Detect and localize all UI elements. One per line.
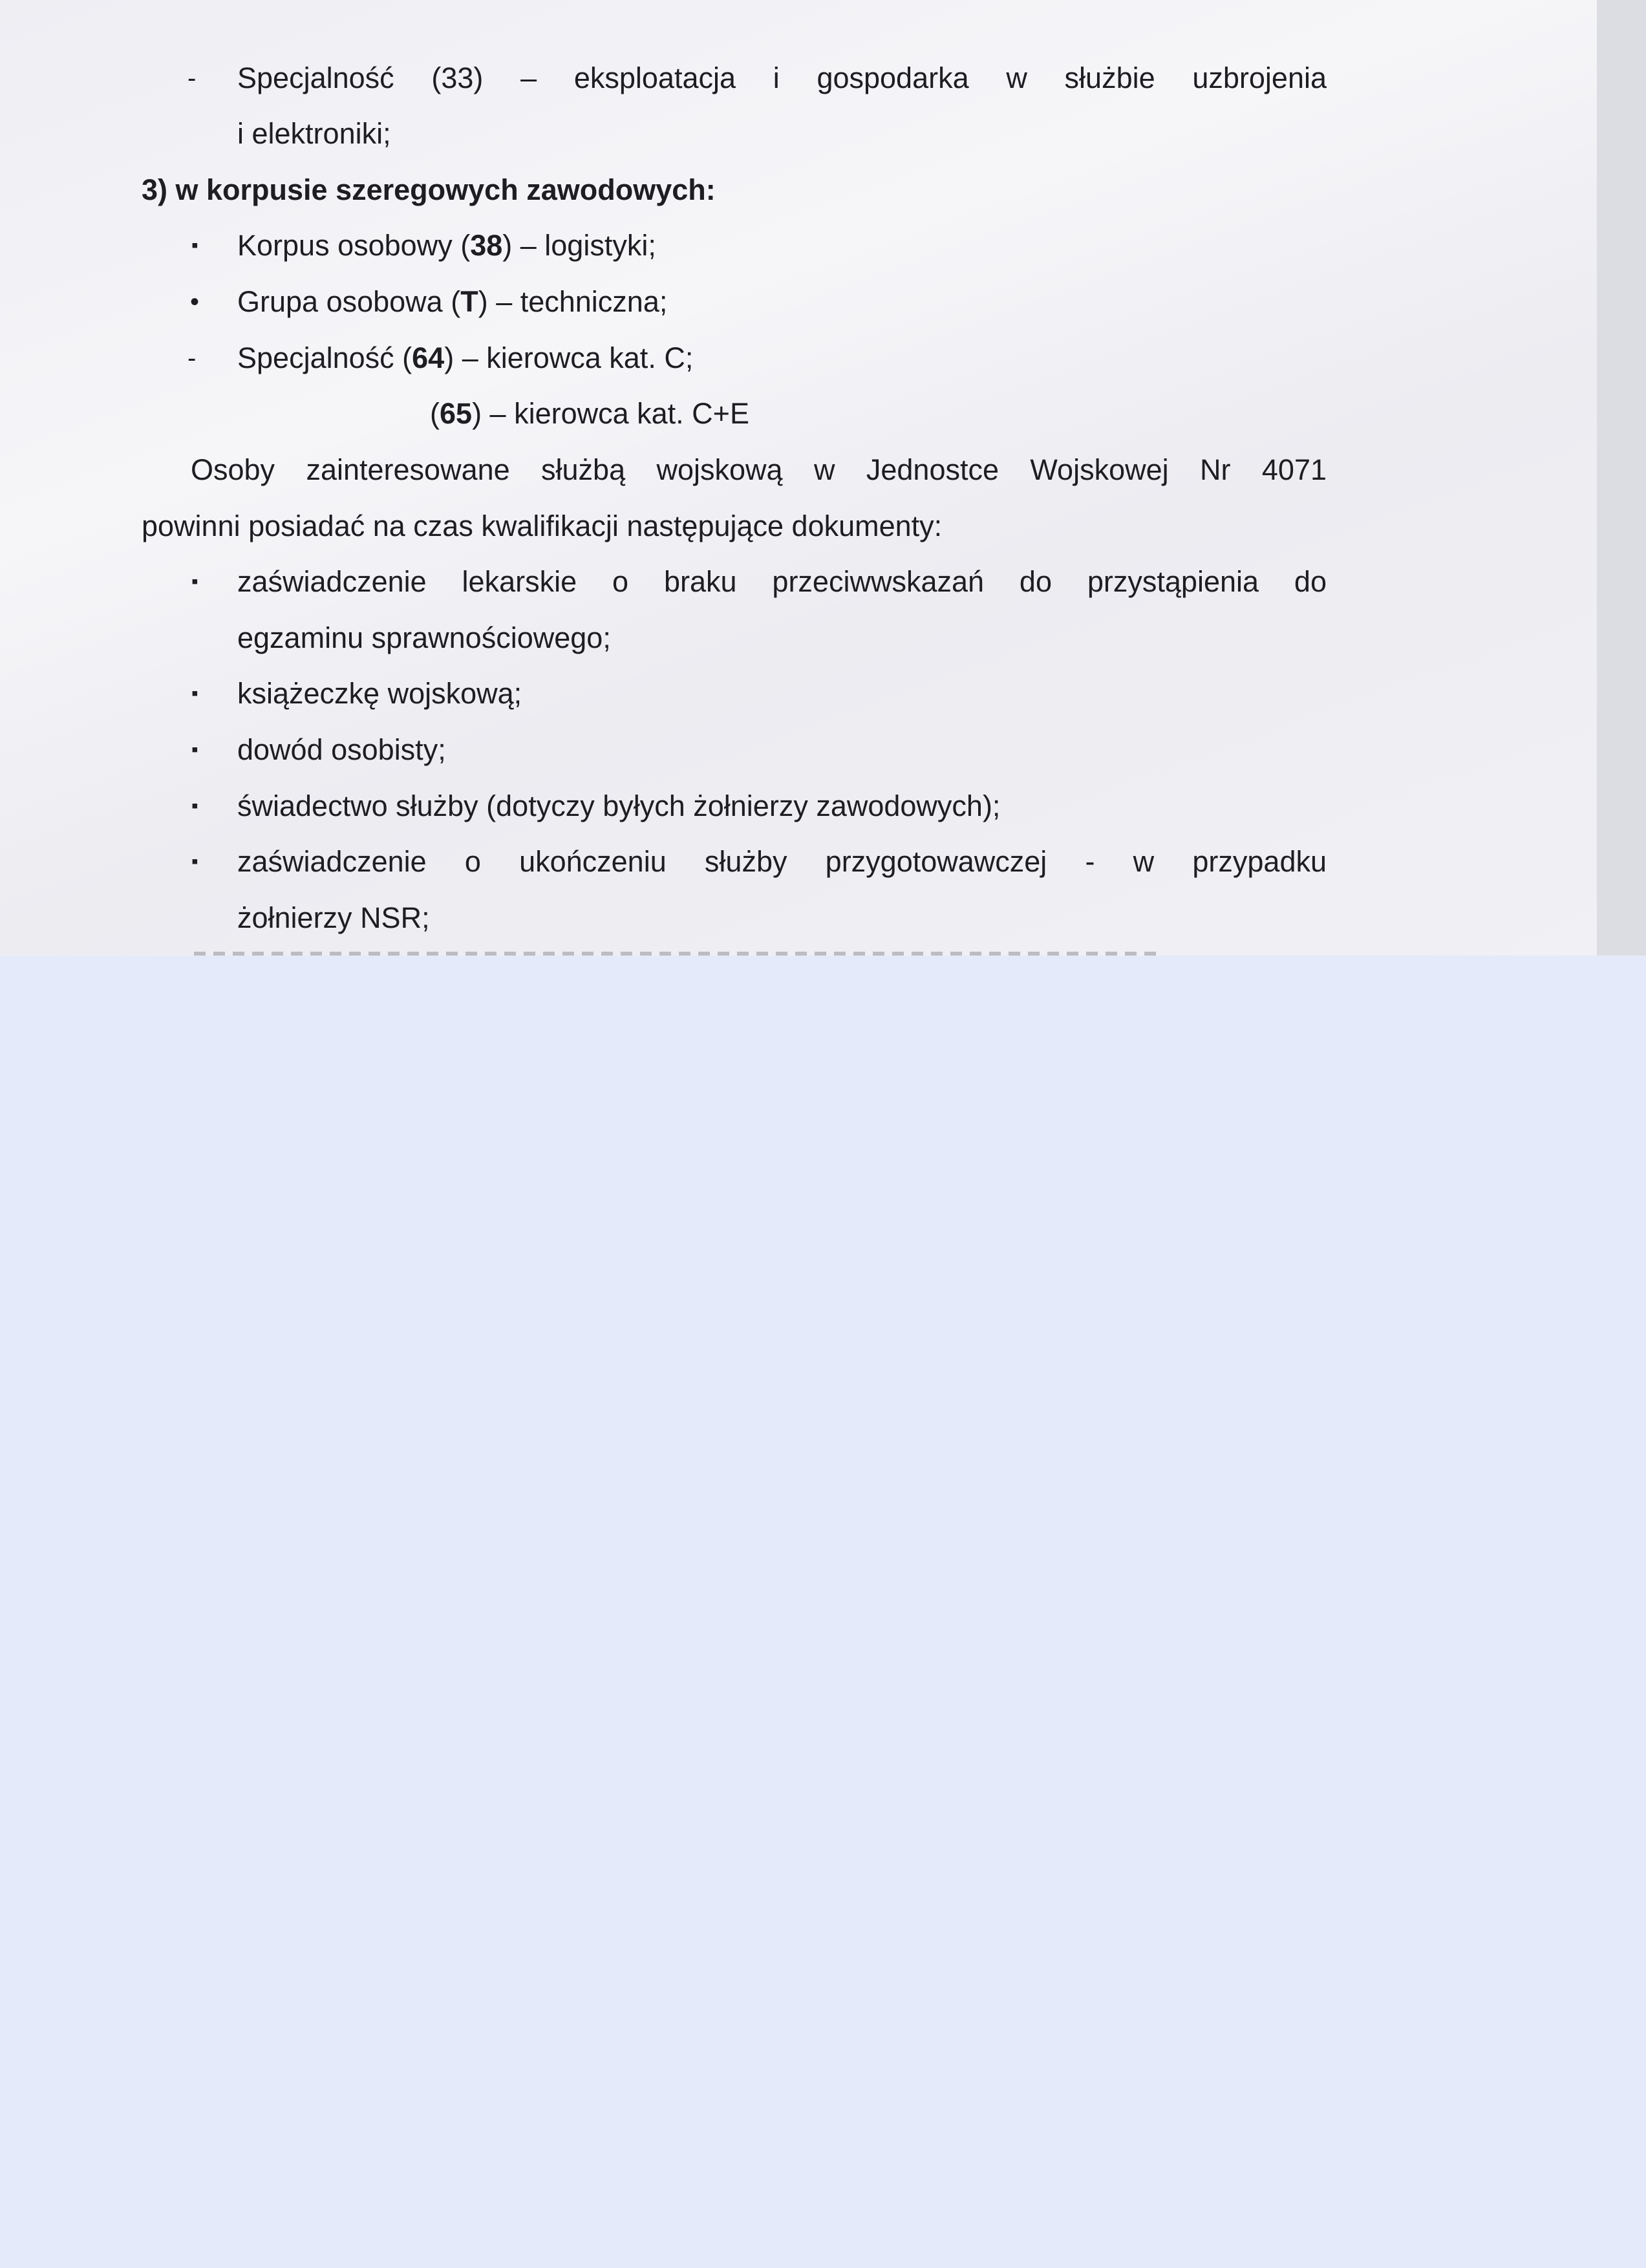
list-item-medical: zaświadczenie lekarskie o braku przeciwwskazań do przystąpienia do xyxy=(237,565,1327,598)
dash-marker: - xyxy=(187,344,197,372)
list-item-continuation: żołnierzy NSR; xyxy=(237,901,430,934)
square-bullet-icon: ▪ xyxy=(191,739,198,760)
code: 64 xyxy=(412,341,445,374)
list-item-specialty-64 xyxy=(237,330,693,386)
text: ) – kierowca kat. C+E xyxy=(472,397,749,430)
text: Korpus osobowy ( xyxy=(237,229,471,262)
square-bullet-icon: ▪ xyxy=(191,571,198,592)
list-item-preparatory-service: zaświadczenie o ukończeniu służby przygotowawczej - w przypadku xyxy=(237,845,1327,878)
list-item-service-certificate: świadectwo służby (dotyczy byłych żołnierzy zawodowych); xyxy=(237,789,1001,822)
scanned-page xyxy=(0,0,1646,956)
square-bullet-icon: ▪ xyxy=(191,683,198,704)
text: ) – kierowca kat. C; xyxy=(444,341,694,374)
round-bullet-icon: • xyxy=(190,288,200,316)
square-bullet-icon: ▪ xyxy=(191,795,198,817)
paragraph-line: Osoby zainteresowane służbą wojskową w Jednostce Wojskowej Nr 4071 xyxy=(191,453,1327,486)
code: T xyxy=(460,285,478,318)
section-heading: 3) w korpusie szeregowych zawodowych: xyxy=(142,173,716,206)
cut-off-text-line xyxy=(194,945,1164,956)
list-item-specialty-33: Specjalność (33) – eksploatacja i gospodarka w służbie uzbrojenia xyxy=(237,61,1327,94)
paragraph-line: powinni posiadać na czas kwalifikacji następujące dokumenty: xyxy=(142,509,943,542)
code: 38 xyxy=(470,229,503,262)
text: Specjalność ( xyxy=(237,341,412,374)
text: ) – techniczna; xyxy=(478,285,668,318)
code: 65 xyxy=(440,397,473,430)
dash-marker: - xyxy=(187,64,197,92)
text: ( xyxy=(430,397,440,430)
list-item-specialty-65 xyxy=(430,386,749,442)
list-item-group xyxy=(237,274,667,330)
text: ) – logistyki; xyxy=(502,229,656,262)
list-item-military-book: książeczkę wojskową; xyxy=(237,677,522,710)
list-item-continuation: egzaminu sprawnościowego; xyxy=(237,621,611,654)
scanner-edge xyxy=(1597,0,1646,956)
list-item-continuation: i elektroniki; xyxy=(237,117,391,150)
text: Grupa osobowa ( xyxy=(237,285,461,318)
square-bullet-icon: ▪ xyxy=(191,235,198,256)
list-item-id: dowód osobisty; xyxy=(237,733,446,766)
list-item-corps xyxy=(237,218,656,273)
square-bullet-icon: ▪ xyxy=(191,851,198,872)
